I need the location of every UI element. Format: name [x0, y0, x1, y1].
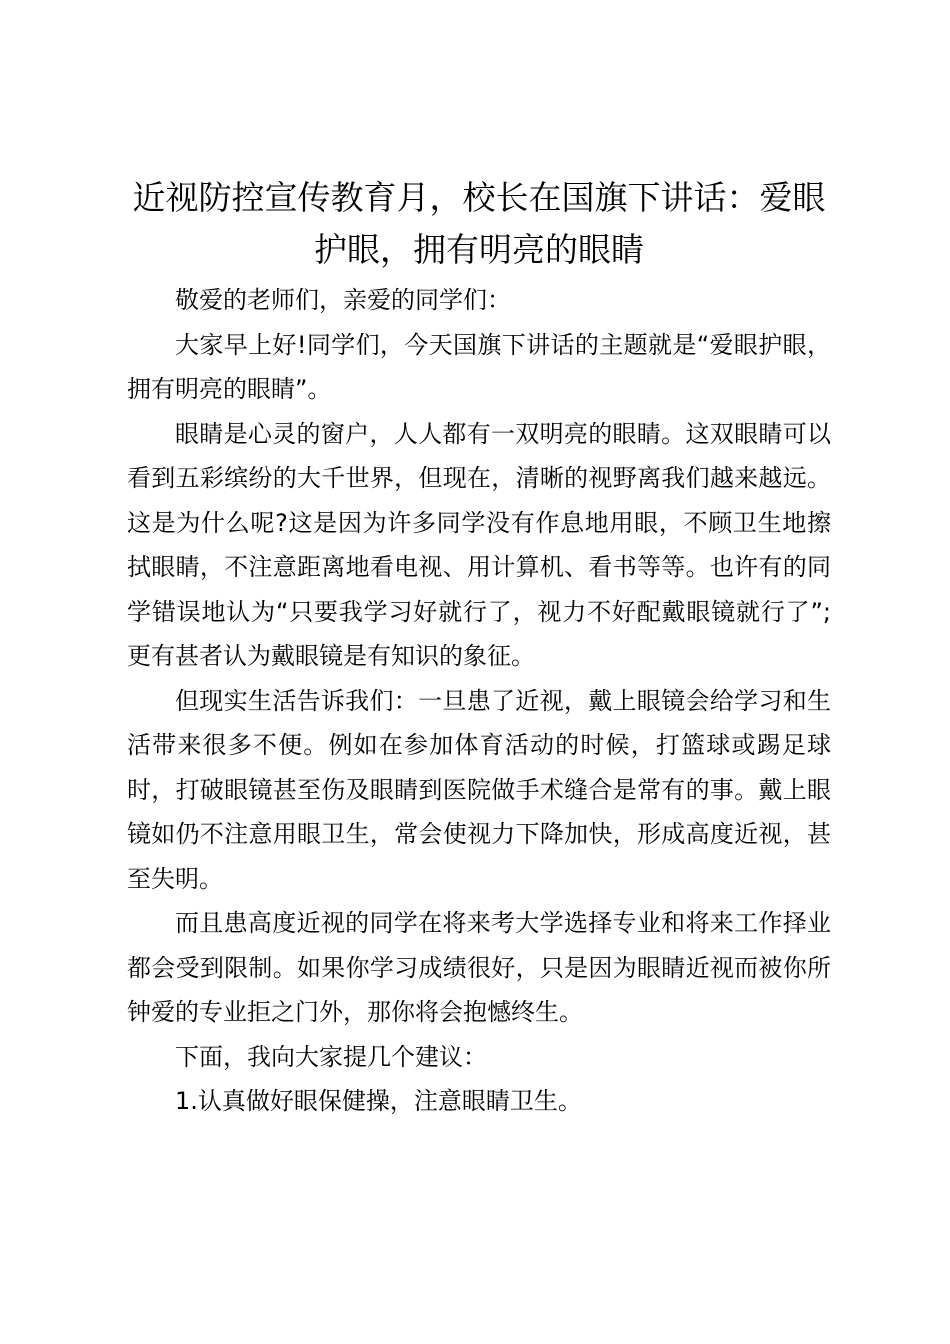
paragraph-career-limits: 而且患高度近视的同学在将来考大学选择专业和将来工作择业都会受到限制。如果你学习成绩很好，只是因为眼睛近视而被你所钟爱的专业拒之门外，那你将会抱憾终生。 [127, 909, 831, 1026]
paragraph-eyes-window: 眼睛是心灵的窗户，人人都有一双明亮的眼睛。这双眼睛可以看到五彩缤纷的大千世界，但现在，清晰的视野离我们越来越远。这是为什么呢?这是因为许多同学没有作息地用眼，不顾卫生地擦拭眼睛，不注意距离地看电视、用计算机、看书等等。也许有的同学错误地认为“只要我学习好就行了，视力不好配戴眼镜就行了”;更有甚者认为戴眼镜是有知识的象征。 [127, 419, 831, 670]
paragraph-suggestion-1: 1.认真做好眼保健操，注意眼睛卫生。 [175, 1087, 582, 1115]
document-title: 近视防控宣传教育月，校长在国旗下讲话：爱眼护眼，拥有明亮的眼睛 [132, 178, 826, 269]
paragraph-greeting: 敬爱的老师们，亲爱的同学们： [175, 286, 511, 314]
paragraph-inconvenience: 但现实生活告诉我们：一旦患了近视，戴上眼镜会给学习和生活带来很多不便。例如在参加体育活动的时候，打篮球或踢足球时，打破眼镜甚至伤及眼睛到医院做手术缝合是常有的事。戴上眼镜如仍不注意用眼卫生，常会使视力下降加快，形成高度近视，甚至失明。 [127, 686, 831, 893]
paragraph-opening: 大家早上好!同学们，今天国旗下讲话的主题就是“爱眼护眼，拥有明亮的眼睛”。 [127, 330, 831, 403]
document-page [127, 172, 831, 1124]
paragraph-suggestions-intro: 下面，我向大家提几个建议： [175, 1042, 487, 1071]
document-body [127, 278, 831, 1124]
